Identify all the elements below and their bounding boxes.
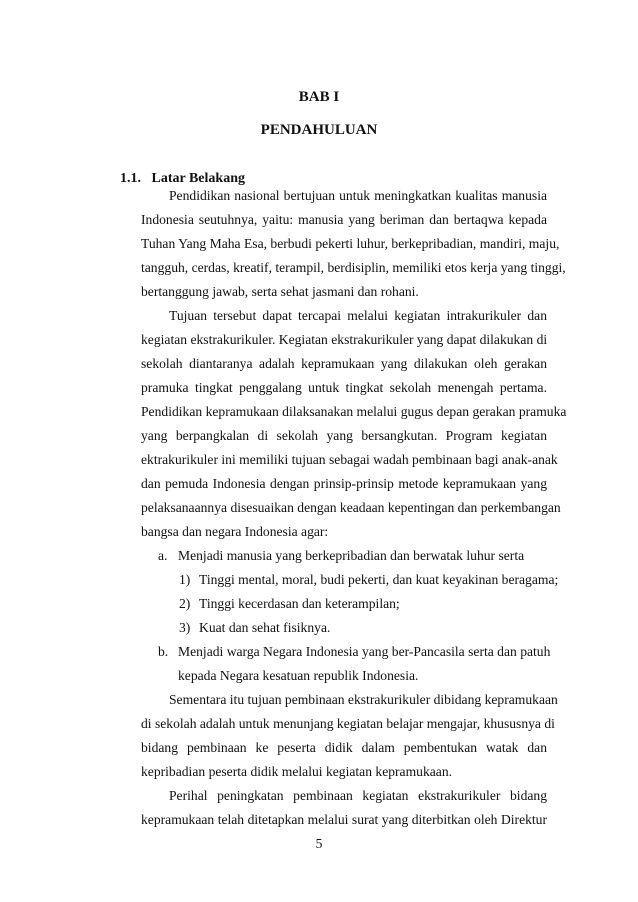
paragraph-line: Sementara itu tujuan pembinaan ekstrakurikuler dibidang kepramukaan <box>169 692 558 707</box>
list-item-continuation: kepada Negara kesatuan republik Indonesia. <box>178 668 419 683</box>
paragraph-line: sekolah diantaranya adalah kepramukaan yang dilakukan oleh gerakan <box>141 356 547 371</box>
list-item-text: Menjadi manusia yang berkepribadian dan berwatak luhur serta <box>178 548 525 563</box>
paragraph-line: di sekolah adalah untuk menunjang kegiatan belajar mengajar, khususnya di <box>141 716 555 731</box>
chapter-number: BAB I <box>298 89 340 105</box>
paragraph-line: dan pemuda Indonesia dengan prinsip-prinsip metode kepramukaan yang <box>141 476 547 491</box>
paragraph-line: kepramukaan telah ditetapkan melalui surat yang diterbitkan oleh Direktur <box>141 812 547 827</box>
paragraph-line: Tujuan tersebut dapat tercapai melalui kegiatan intrakurikuler dan <box>169 308 547 323</box>
list-marker: 1) <box>179 572 191 587</box>
paragraph-line: Pendidikan kepramukaan dilaksanakan melalui gugus depan gerakan pramuka <box>141 404 567 419</box>
chapter-title: PENDAHULUAN <box>260 122 378 138</box>
section-title: Latar Belakang <box>151 171 245 186</box>
list-marker: a. <box>158 548 168 563</box>
paragraph-line: kegiatan ekstrakurikuler. Kegiatan ekstrakurikuler yang dapat dilakukan di <box>141 332 548 347</box>
paragraph-line: kepribadian peserta didik melalui kegiatan kepramukaan. <box>141 764 453 779</box>
paragraph-line: yang berpangkalan di sekolah yang bersangkutan. Program kegiatan <box>141 428 547 443</box>
list-item-text: Menjadi warga Negara Indonesia yang ber-Pancasila serta dan patuh <box>178 644 551 659</box>
paragraph-line: pramuka tingkat penggalang untuk tingkat sekolah menengah pertama. <box>141 380 547 395</box>
paragraph-line: Pendidikan nasional bertujuan untuk meningkatkan kualitas manusia <box>169 188 547 203</box>
sub-list-item <box>179 595 400 613</box>
section-heading <box>120 171 245 187</box>
sub-list-item <box>179 619 330 637</box>
section-number: 1.1. <box>120 171 141 186</box>
list-item-a <box>158 547 524 565</box>
paragraph-line: Tuhan Yang Maha Esa, berbudi pekerti luhur, berkepribadian, mandiri, maju, <box>141 236 560 251</box>
paragraph-line: ektrakurikuler ini memiliki tujuan sebagai wadah pembinaan bagi anak-anak <box>141 452 558 467</box>
list-item-text: Kuat dan sehat fisiknya. <box>199 620 331 635</box>
list-marker: 3) <box>179 620 191 635</box>
list-item-text: Tinggi kecerdasan dan keterampilan; <box>199 596 400 611</box>
list-marker: 2) <box>179 596 191 611</box>
list-item-text: Tinggi mental, moral, budi pekerti, dan kuat keyakinan beragama; <box>199 572 559 587</box>
paragraph-line: bertanggung jawab, serta sehat jasmani dan rohani. <box>141 284 419 299</box>
paragraph-line: tangguh, cerdas, kreatif, terampil, berdisiplin, memiliki etos kerja yang tinggi, <box>141 260 566 275</box>
paragraph-line: Indonesia seutuhnya, yaitu: manusia yang beriman dan bertaqwa kepada <box>141 212 547 227</box>
sub-list-item <box>179 571 558 589</box>
page-number: 5 <box>315 836 323 851</box>
paragraph-line: bangsa dan negara Indonesia agar: <box>141 524 329 539</box>
list-item-b <box>158 643 550 661</box>
paragraph-line: Perihal peningkatan pembinaan kegiatan ekstrakurikuler bidang <box>169 788 547 803</box>
list-marker: b. <box>158 644 169 659</box>
paragraph-line: bidang pembinaan ke peserta didik dalam pembentukan watak dan <box>141 740 547 755</box>
paragraph-line: pelaksanaannya disesuaikan dengan keadaan kepentingan dan perkembangan <box>141 500 561 515</box>
